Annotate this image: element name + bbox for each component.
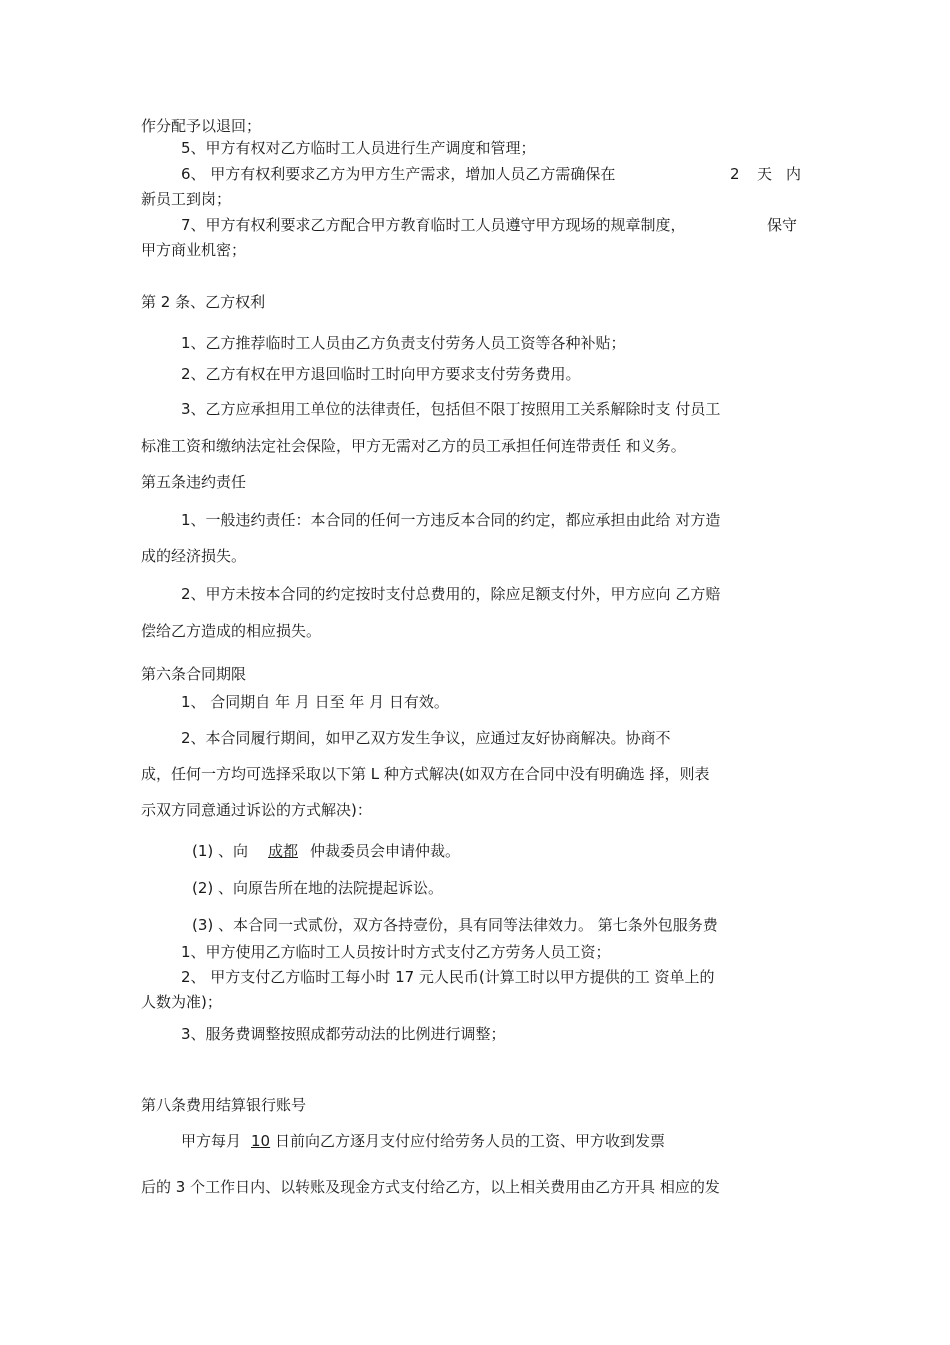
days-value: 2 (730, 165, 740, 183)
text-line: 后的 3 个工作日内、以转账及现金方式支付给乙方，以上相关费用由乙方开具 相应的发 (141, 1178, 720, 1196)
days-unit: 天 (757, 165, 773, 183)
text-fragment: 内 (786, 165, 802, 183)
clause-item: 2、本合同履行期间，如甲乙双方发生争议，应通过友好协商解决。协商不 (181, 729, 671, 747)
section-heading: 第六条合同期限 (141, 665, 247, 683)
text-line: 人数为准)； (141, 993, 222, 1011)
text-line: 成的经济损失。 (141, 547, 247, 565)
clause-item: 1、 合同期自 年 月 日至 年 月 日有效。 (181, 693, 449, 711)
clause-item-5: 5、甲方有权对乙方临时工人员进行生产调度和管理； (181, 139, 536, 157)
clause-item: 2、 甲方支付乙方临时工每小时 17 元人民币(计算工时以甲方提供的工 资单上的 (181, 968, 715, 986)
payment-day: 10 (251, 1132, 271, 1150)
clause-item: 3、乙方应承担用工单位的法律责任，包括但不限丁按照用工关系解除时支 付员工 (181, 400, 721, 418)
text-line: 偿给乙方造成的相应损失。 (141, 622, 322, 640)
text-line: 示双方同意通过诉讼的方式解决)： (141, 801, 372, 819)
clause-item-6: 6、 甲方有权利要求乙方为甲方生产需求，增加人员乙方需确保在 (181, 165, 616, 183)
text-fragment: 甲方每月 (181, 1132, 242, 1150)
text-line: 作分配予以退回； (141, 117, 262, 135)
section-heading: 第五条违约责任 (141, 473, 247, 491)
text-fragment: 保守 (767, 216, 798, 234)
clause-item: 2、乙方有权在甲方退回临时工时向甲方要求支付劳务费用。 (181, 365, 581, 383)
section-heading: 第八条费用结算银行账号 (141, 1096, 307, 1114)
sub-clause-2: (2) 、向原告所在地的法院提起诉讼。 (192, 879, 444, 897)
arbitration-city: 成都 (268, 842, 299, 860)
text-line: 标准工资和缴纳法定社会保险，甲方无需对乙方的员工承担任何连带责任 和义务。 (141, 437, 686, 455)
text-fragment: 仲裁委员会申请仲裁。 (310, 842, 461, 860)
text-line: 新员工到岗； (141, 190, 232, 208)
sub-clause-3: (3) 、本合同一式贰份，双方各持壹份，具有同等法律效力。 第七条外包服务费 (192, 916, 718, 934)
clause-item: 2、甲方未按本合同的约定按时支付总费用的，除应足额支付外，甲方应向 乙方赔 (181, 585, 721, 603)
text-fragment: 日前向乙方逐月支付应付给劳务人员的工资、甲方收到发票 (275, 1132, 666, 1150)
clause-item-7: 7、甲方有权利要求乙方配合甲方教育临时工人员遵守甲方现场的规章制度， (181, 216, 686, 234)
sub-clause-1: (1) 、向 (192, 842, 249, 860)
text-line: 成，任何一方均可选择采取以下第 L 种方式解决(如双方在合同中没有明确选 择，则表 (141, 765, 710, 783)
clause-item: 1、一般违约责任：本合同的任何一方违反本合同的约定，都应承担由此给 对方造 (181, 511, 721, 529)
section-heading: 第 2 条、乙方权利 (141, 293, 266, 311)
clause-item: 1、乙方推荐临时工人员由乙方负责支付劳务人员工资等各种补贴； (181, 334, 626, 352)
clause-item: 1、甲方使用乙方临时工人员按计时方式支付乙方劳务人员工资； (181, 943, 611, 961)
text-line: 甲方商业机密； (141, 241, 247, 259)
clause-item: 3、服务费调整按照成都劳动法的比例进行调整； (181, 1025, 506, 1043)
